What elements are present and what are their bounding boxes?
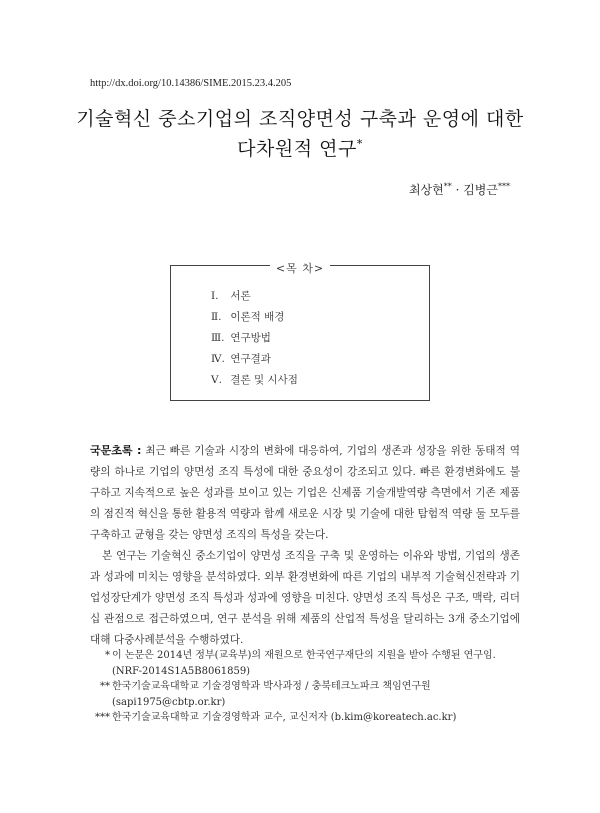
footnote: *** 한국기술교육대학교 기술경영학과 교수, 교신저자 (b.kim@koreatech.ac.kr) [95, 712, 457, 723]
author-footnote-mark: ** [443, 182, 452, 191]
toc-item: Ⅴ. 결론 및 시사점 [211, 374, 298, 386]
paper-title [60, 104, 540, 164]
footnote: ** 한국기술교육대학교 기술경영학과 박사과정 / 충북테크노파크 책임연구원 (sapi1975@cbtp.or.kr) [100, 681, 431, 708]
author-line [409, 181, 510, 198]
title-footnote-mark: * [356, 137, 363, 151]
toc-item: Ⅲ. 연구방법 [211, 332, 271, 344]
title-line-2: 다차원적 연구* [237, 137, 363, 160]
footnote: * 이 논문은 2014년 정부(교육부)의 재원으로 한국연구재단의 지원을 받아 수행된 연구임. [105, 650, 496, 661]
author-separator: · [455, 183, 460, 197]
footnote-continuation: (NRF-2014S1A5B8061859) [112, 665, 251, 677]
toc-item: Ⅰ. 서론 [211, 290, 251, 302]
title-line-1: 기술혁신 중소기업의 조직양면성 구축과 운영에 대한 [76, 108, 524, 130]
korean-abstract [90, 440, 520, 651]
author-name: 김병근 [463, 183, 498, 197]
abstract-paragraph: 본 연구는 기술혁신 중소기업이 양면성 조직을 구축 및 운영하는 이유와 방법, 기업의 생존과 성과에 미치는 영향을 분석하였다. 외부 환경변화에 따른 기업의 내부적 기술혁신전략과 기업성장단계가 양면성 조직 특성과 성과에 영향을 미친다. 양면성 조직 특성은 구조, 맥락, 리더십 관점으로 접근하였으며, 연구 분석을 위해 제품의 산업적 특성을 달리하는 3개 중소기업에 대해 다중사례분석을 수행하였다. [90, 550, 520, 646]
author-name: 최상현 [408, 183, 444, 197]
abstract-label: 국문초록 : [90, 444, 142, 457]
doi-link[interactable]: http://dx.doi.org/10.14386/SIME.2015.23.4.205 [90, 78, 292, 89]
toc-list [211, 286, 298, 391]
table-of-contents [170, 262, 430, 401]
abstract-paragraph: 국문초록 : 최근 빠른 기술과 시장의 변화에 대응하여, 기업의 생존과 성장을 위한 동태적 역량의 하나로 기업의 양면성 조직 특성에 대한 중요성이 강조되고 있다. 빠른 환경변화에도 불구하고 지속적으로 높은 성과를 보이고 있는 기업은 신제품 기술개발역량 측면에서 기존 제품의 점진적 혁신을 통한 활용적 역량과 함께 새로운 시장 및 기술에 대한 탐험적 역량 둘 모두를 구축하고 균형을 갖는 양면성 조직의 특성을 갖는다. [90, 444, 520, 541]
toc-item: Ⅳ. 연구결과 [211, 353, 271, 365]
author-footnote-mark: *** [498, 182, 510, 191]
toc-item: Ⅱ. 이론적 배경 [211, 311, 285, 323]
toc-heading: <목 차> [270, 262, 330, 275]
footnotes [90, 648, 520, 726]
